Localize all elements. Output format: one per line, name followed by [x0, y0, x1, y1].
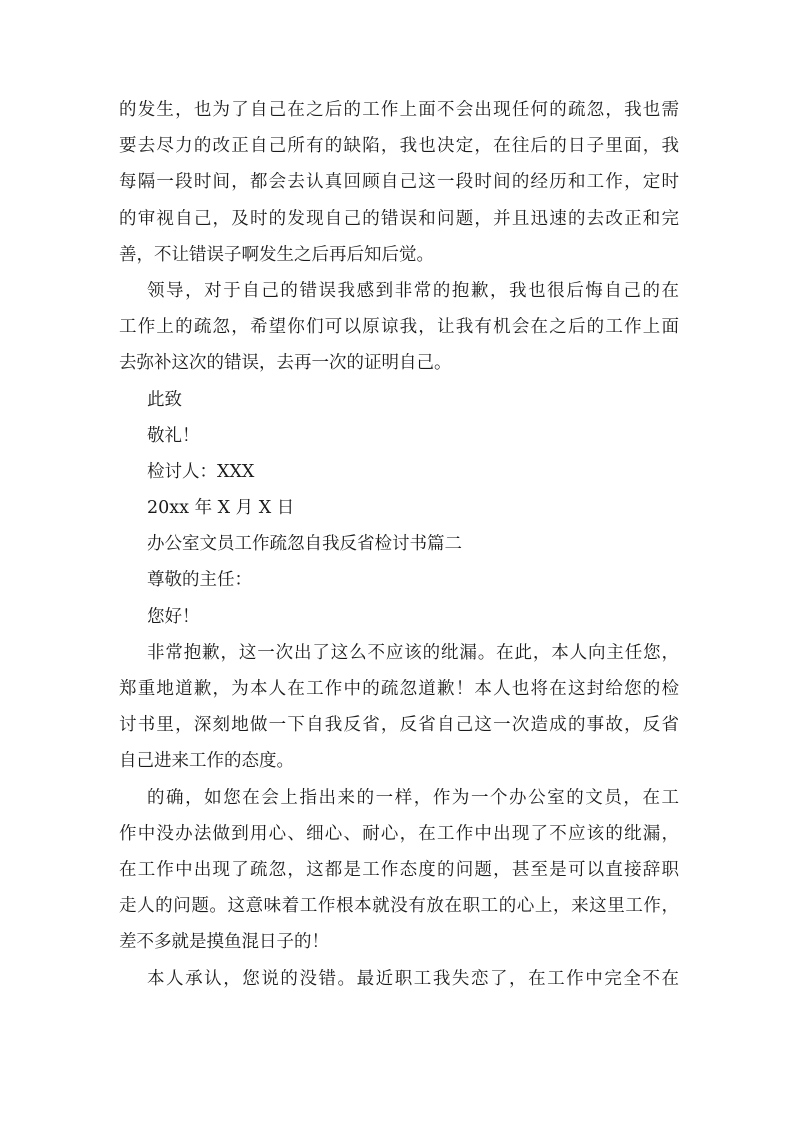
text-line: 本人承认，您说的没错。最近职工我失恋了，在工作中完全不在	[147, 968, 679, 989]
text-line: 每隔一段时间，都会去认真回顾自己这一段时间的经历和工作，定时	[119, 172, 679, 193]
text-line: 自己进来工作的态度。	[119, 751, 294, 772]
text-line: 郑重地道歉，为本人在工作中的疏忽道歉！本人也将在这封给您的检	[119, 679, 679, 699]
text-line: 尊敬的主任：	[147, 570, 252, 591]
text-line: 的审视自己，及时的发现自己的错误和问题，并且迅速的去改正和完	[119, 208, 679, 229]
text-line: 的发生，也为了自己在之后的工作上面不会出现任何的疏忽，我也需	[119, 100, 679, 120]
text-line: 领导，对于自己的错误我感到非常的抱歉，我也很后悔自己的在	[147, 280, 679, 301]
text-line: 您好！	[147, 606, 200, 627]
text-line: 去弥补这次的错误，去再一次的证明自己。	[119, 353, 452, 374]
text-line: 讨书里，深刻地做一下自我反省，反省自己这一次造成的事故，反省	[119, 715, 679, 736]
text-line: 此致	[147, 389, 182, 410]
text-line: 差不多就是摸鱼混日子的！	[119, 932, 329, 953]
text-line: 走人的问题。这意味着工作根本就没有放在职工的心上，来这里工作，	[119, 896, 679, 917]
text-line: 在工作中出现了疏忽，这都是工作态度的问题，甚至是可以直接辞职	[119, 859, 679, 880]
text-line: 工作上的疏忽，希望你们可以原谅我，让我有机会在之后的工作上面	[119, 317, 679, 338]
text-line: 善，不让错误子啊发生之后再后知后觉。	[119, 244, 434, 265]
text-line: 敬礼！	[147, 425, 200, 446]
text-line: 作中没办法做到用心、细心、耐心，在工作中出现了不应该的纰漏，	[119, 823, 679, 844]
text-line: 检讨人：XXX	[147, 461, 255, 482]
text-line: 非常抱歉，这一次出了这么不应该的纰漏。在此，本人向主任您，	[147, 642, 679, 663]
document-body	[119, 92, 679, 997]
text-line: 要去尽力的改正自己所有的缺陷，我也决定，在往后的日子里面，我	[119, 136, 679, 157]
text-line: 20xx 年 X 月 X 日	[147, 498, 295, 519]
text-line: 的确，如您在会上指出来的一样，作为一个办公室的文员，在工	[147, 787, 679, 808]
text-line: 办公室文员工作疏忽自我反省检讨书篇二	[147, 534, 462, 555]
